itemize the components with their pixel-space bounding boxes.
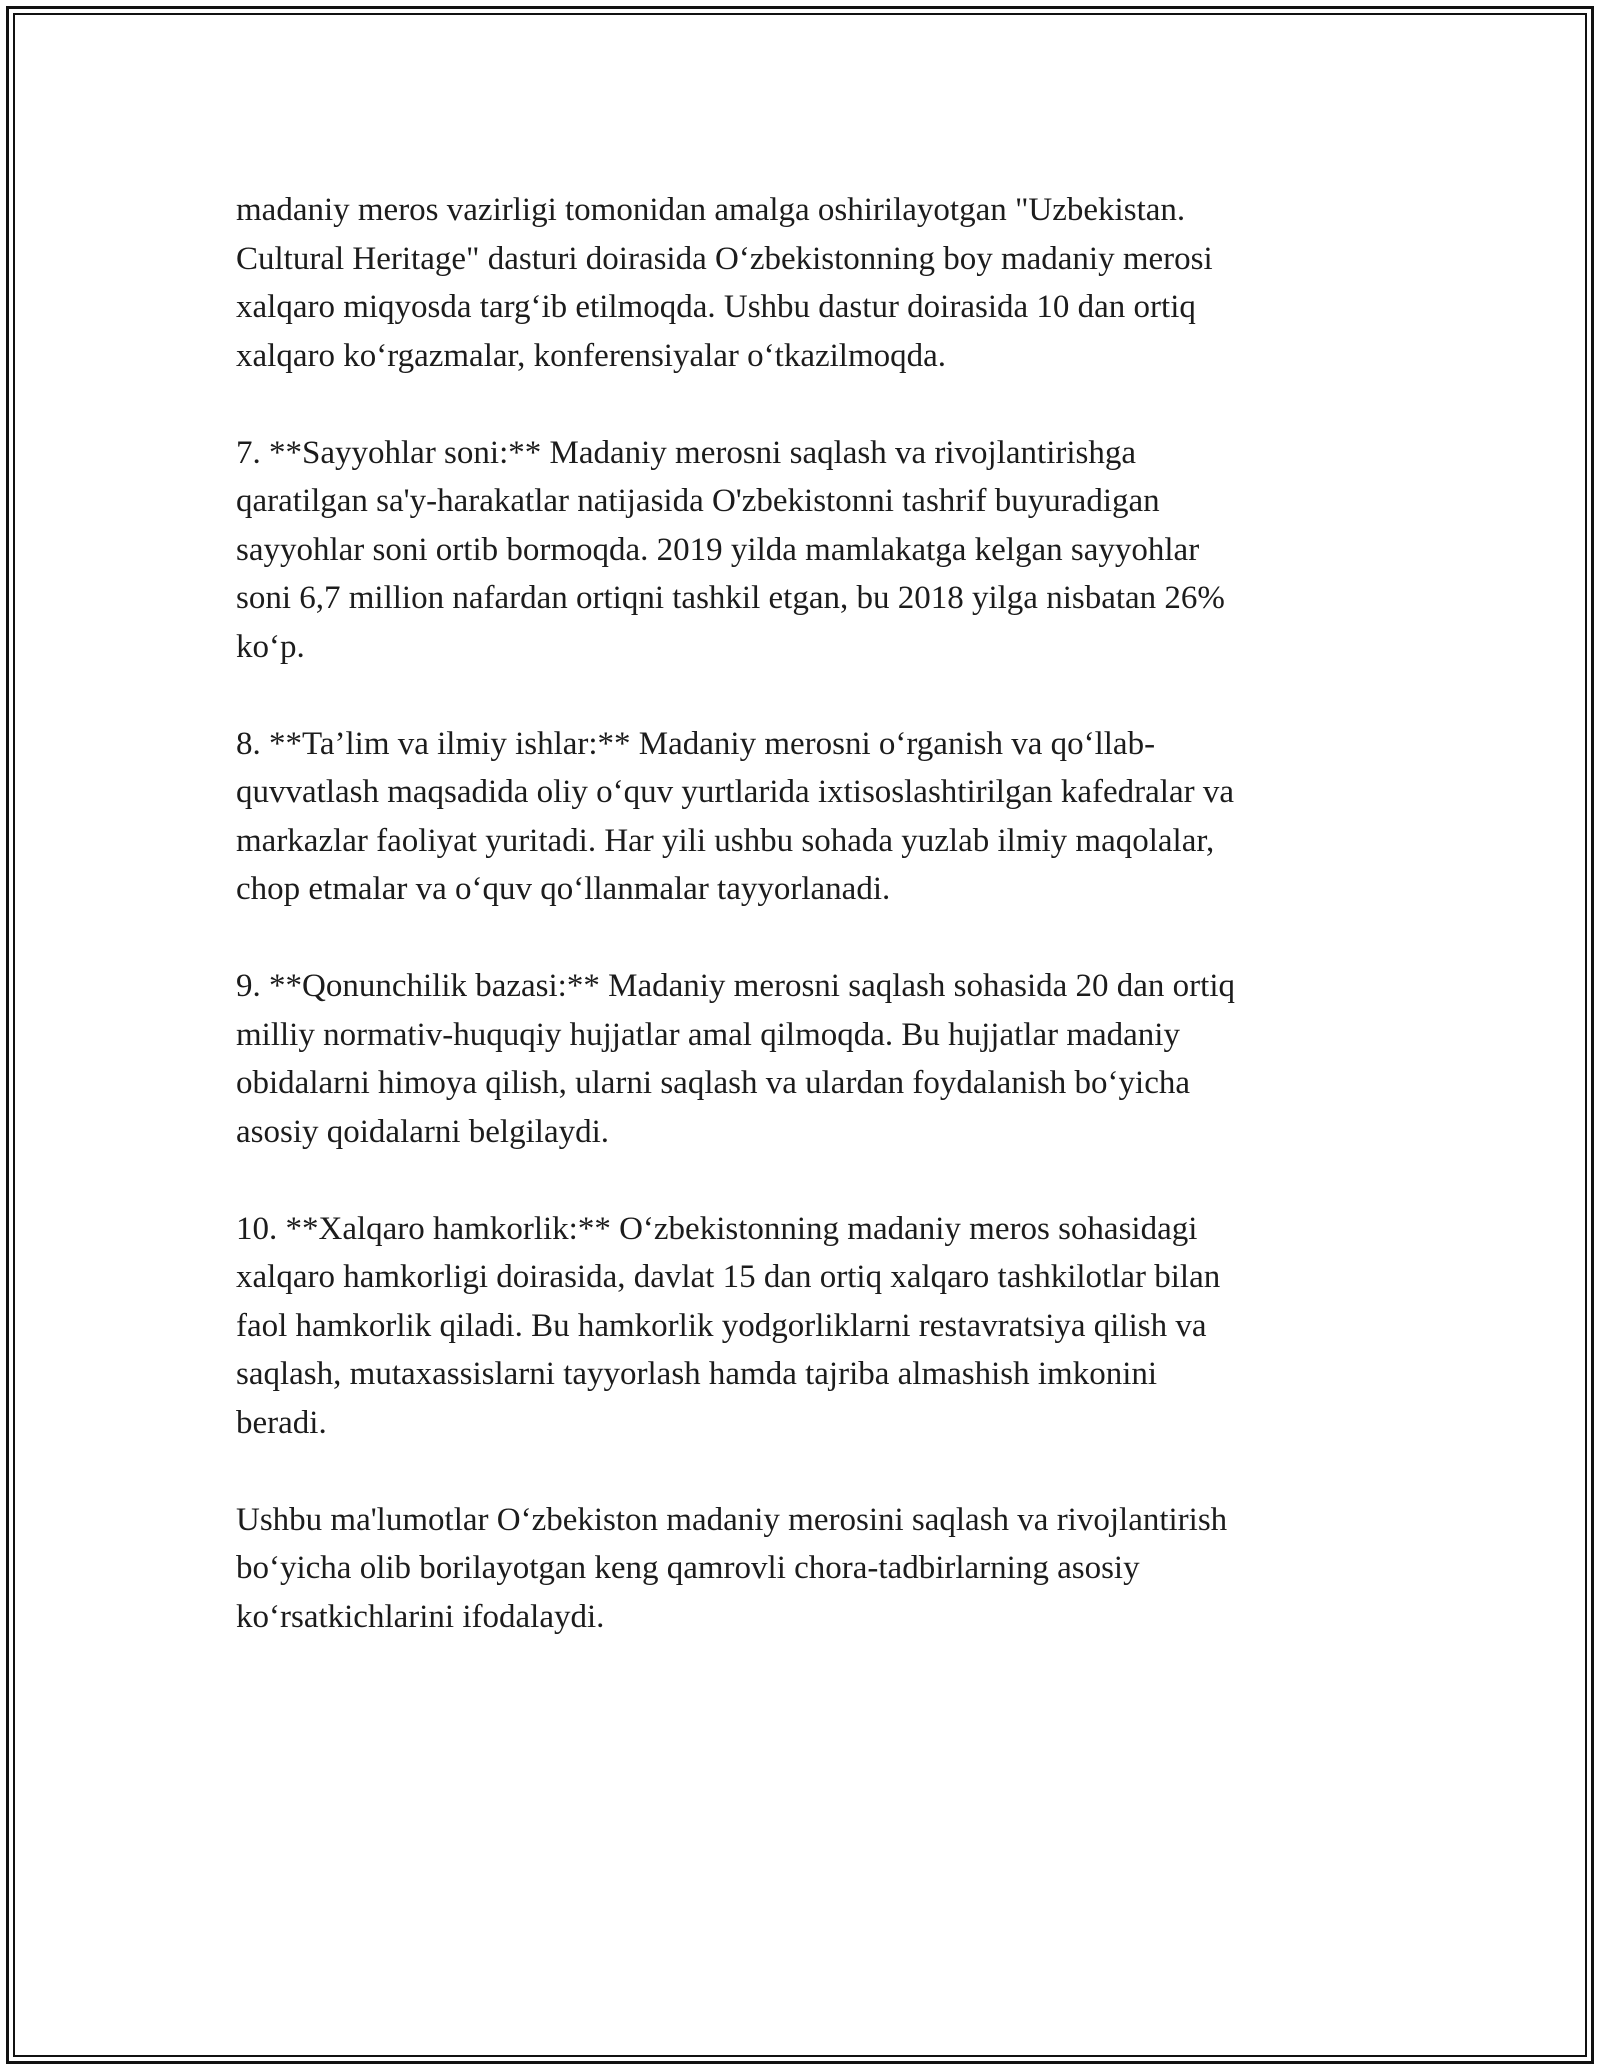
document-body — [236, 186, 1366, 1690]
paragraph-international-cooperation: 10. **Xalqaro hamkorlik:** O‘zbekistonning madaniy meros sohasidagi xalqaro hamkorligi doirasida, davlat 15 dan ortiq xalqaro tashkilotlar bilan faol hamkorlik qiladi. Bu hamkorlik yodgorliklarni restavratsiya qilish va saqlash, mutaxassislarni tayyorlash hamda tajriba almashish imkonini beradi. — [236, 1210, 1221, 1441]
paragraph-tourist-numbers: 7. **Sayyohlar soni:** Madaniy merosni saqlash va rivojlantirishga qaratilgan sa'y-harakatlar natijasida O'zbekistonni tashrif buyuradigan sayyohlar soni ortib bormoqda. 2019 yilda mamlakatga kelgan sayyohlar soni 6,7 million nafardan ortiqni tashkil etgan, bu 2018 yilga nisbatan 26% ko‘p. — [236, 434, 1225, 665]
paragraph-education-research: 8. **Ta’lim va ilmiy ishlar:** Madaniy merosni o‘rganish va qo‘llab- quvvatlash maqsadida oliy o‘quv yurtlarida ixtisoslashtirilgan kafedralar va markazlar faoliyat yuritadi. Har yili ushbu sohada yuzlab ilmiy maqolalar, chop etmalar va o‘quv qo‘llanmalar tayyorlanadi. — [236, 725, 1234, 907]
paragraph-legal-framework: 9. **Qonunchilik bazasi:** Madaniy merosni saqlash sohasida 20 dan ortiq milliy normativ-huquqiy hujjatlar amal qilmoqda. Bu hujjatlar madaniy obidalarni himoya qilish, ularni saqlash va ulardan foydalanish bo‘yicha asosiy qoidalarni belgilaydi. — [236, 968, 1235, 1150]
paragraph-conclusion: Ushbu ma'lumotlar O‘zbekiston madaniy merosini saqlash va rivojlantirish bo‘yicha olib borilayotgan keng qamrovli chora-tadbirlarning asosiy ko‘rsatkichlarini ifodalaydi. — [236, 1501, 1228, 1635]
paragraph-heritage-program: madaniy meros vazirligi tomonidan amalga oshirilayotgan "Uzbekistan. Cultural Heritage" dasturi doirasida O‘zbekistonning boy madaniy merosi xalqaro miqyosda targ‘ib etilmoqda. Ushbu dastur doirasida 10 dan ortiq xalqaro ko‘rgazmalar, konferensiyalar o‘tkazilmoqda. — [236, 192, 1213, 374]
